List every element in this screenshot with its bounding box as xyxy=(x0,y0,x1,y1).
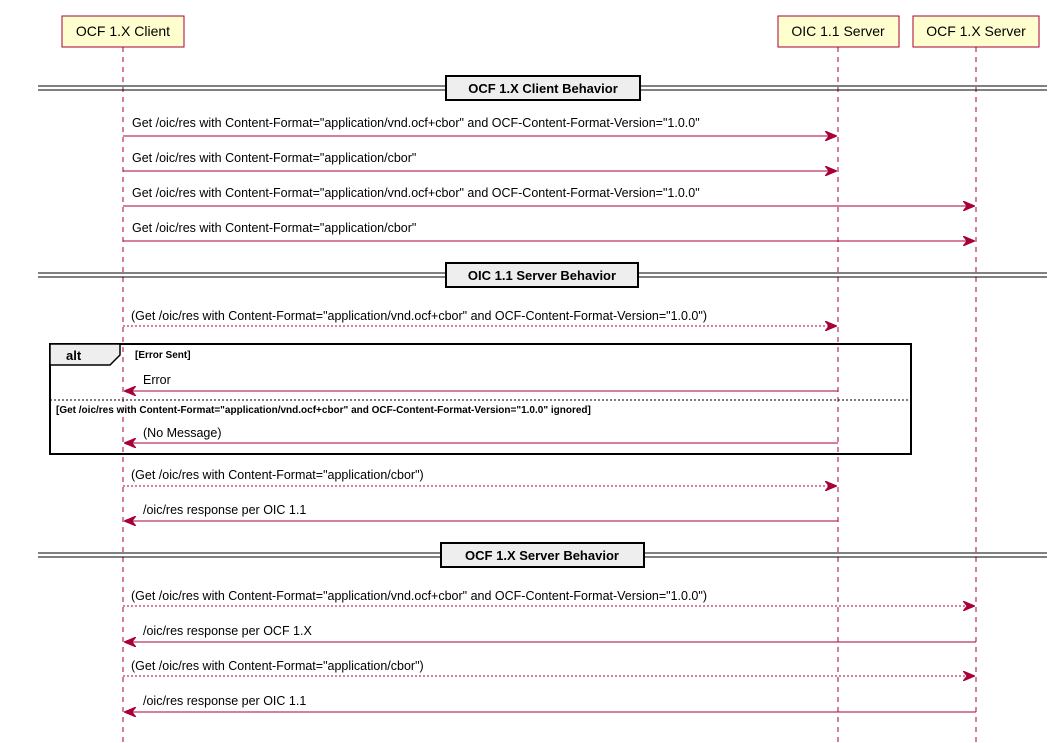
message-1-label: Get /oic/res with Content-Format="application/vnd.ocf+cbor" and OCF-Content-Format-Version="1.0.0" xyxy=(132,116,700,130)
message-5-label: (Get /oic/res with Content-Format="application/vnd.ocf+cbor" and OCF-Content-Format-Version="1.0.0") xyxy=(131,309,707,323)
divider-server-behavior xyxy=(38,543,1047,567)
message-1 xyxy=(123,116,836,136)
divider-server-behavior-label: OCF 1.X Server Behavior xyxy=(465,548,619,563)
message-12 xyxy=(123,659,974,676)
message-8-label: (Get /oic/res with Content-Format="application/cbor") xyxy=(131,468,424,482)
participant-oic11-server xyxy=(778,16,899,47)
participant-ocf1x-server-label: OCF 1.X Server xyxy=(926,23,1026,39)
message-2 xyxy=(123,151,836,171)
divider-oic-behavior xyxy=(38,263,1047,287)
message-9-label: /oic/res response per OIC 1.1 xyxy=(143,503,307,517)
message-5 xyxy=(123,309,836,326)
message-2-label: Get /oic/res with Content-Format="application/cbor" xyxy=(132,151,417,165)
divider-oic-behavior-label: OIC 1.1 Server Behavior xyxy=(467,268,617,283)
message-11-label: /oic/res response per OCF 1.X xyxy=(143,624,312,638)
message-3 xyxy=(123,186,974,206)
participant-client-label: OCF 1.X Client xyxy=(75,23,171,39)
alt-label: alt xyxy=(66,348,82,363)
message-6-label: Error xyxy=(143,373,171,387)
message-4 xyxy=(123,221,974,241)
message-12-label: (Get /oic/res with Content-Format="application/cbor") xyxy=(131,659,424,673)
divider-client-behavior-label: OCF 1.X Client Behavior xyxy=(468,81,618,96)
message-10-label: (Get /oic/res with Content-Format="application/vnd.ocf+cbor" and OCF-Content-Format-Version="1.0.0") xyxy=(131,589,707,603)
message-13-label: /oic/res response per OIC 1.1 xyxy=(143,694,307,708)
participant-oic11-server-label: OIC 1.1 Server xyxy=(791,23,885,39)
participant-ocf1x-server xyxy=(913,16,1039,47)
participant-client xyxy=(62,16,184,47)
alt-guard-error-sent: [Error Sent] xyxy=(135,350,191,361)
divider-client-behavior xyxy=(38,76,1047,100)
message-11 xyxy=(125,624,976,642)
message-10 xyxy=(123,589,974,606)
message-13 xyxy=(125,694,976,712)
message-6 xyxy=(125,373,838,391)
message-4-label: Get /oic/res with Content-Format="application/cbor" xyxy=(132,221,417,235)
message-8 xyxy=(123,468,836,486)
message-9 xyxy=(125,503,838,521)
message-7-label: (No Message) xyxy=(143,426,222,440)
alt-guard-ignored: [Get /oic/res with Content-Format="application/vnd.ocf+cbor" and OCF-Content-Format-Version="1.0.0" ignored] xyxy=(56,405,591,416)
message-3-label: Get /oic/res with Content-Format="application/vnd.ocf+cbor" and OCF-Content-Format-Version="1.0.0" xyxy=(132,186,700,200)
message-7 xyxy=(125,426,838,443)
